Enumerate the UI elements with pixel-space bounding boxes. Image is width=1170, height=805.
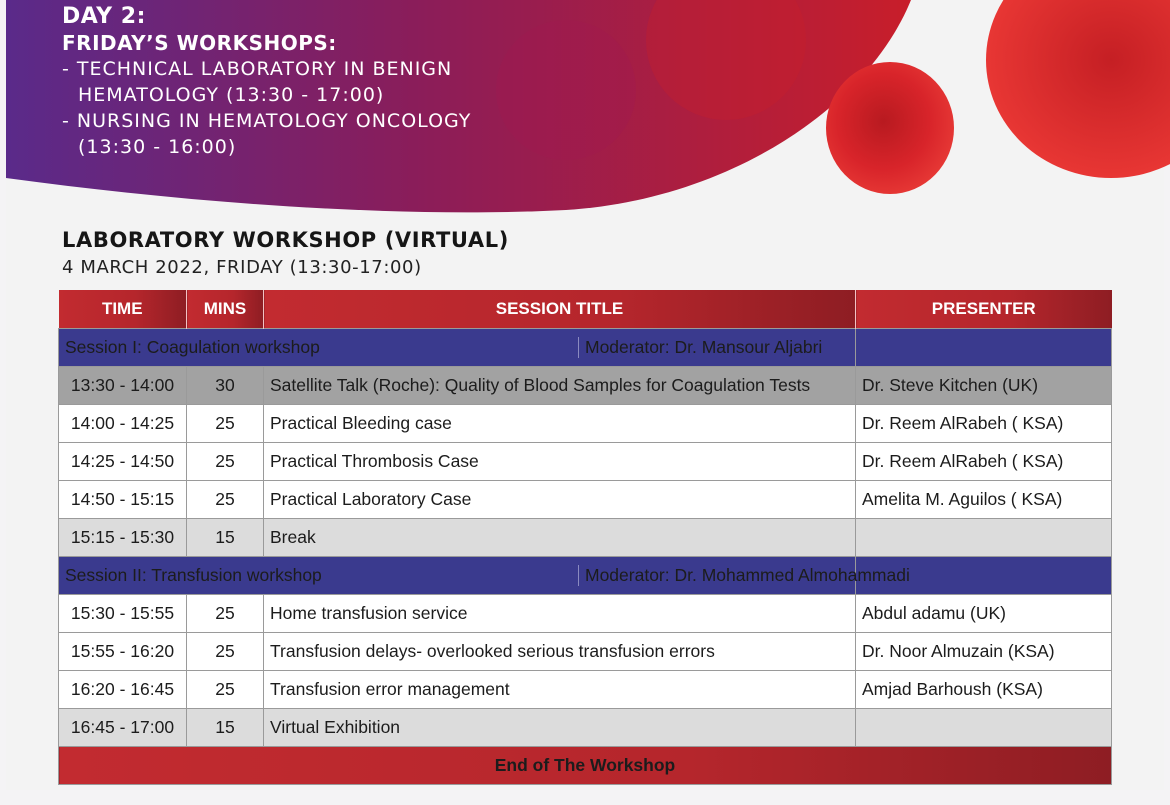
cell-time: 14:25 - 14:50 [59,443,187,481]
table-row [59,405,1112,443]
workshop-line: - NURSING IN HEMATOLOGY ONCOLOGY [62,110,472,132]
table-row [59,519,1112,557]
session-header-row [59,329,1112,367]
cell-presenter: Dr. Steve Kitchen (UK) [856,367,1112,405]
cell-time: 15:30 - 15:55 [59,595,187,633]
cell-mins: 25 [187,671,264,709]
session-header-row [59,557,1112,595]
table-row [59,367,1112,405]
cell-title: Virtual Exhibition [264,709,856,747]
end-of-workshop: End of The Workshop [59,747,1112,785]
cell-presenter: Amelita M. Aguilos ( KSA) [856,481,1112,519]
session-moderator: Moderator: Dr. Mansour Aljabri [585,337,823,357]
workshop-line: - TECHNICAL LABORATORY IN BENIGN [62,58,453,80]
cell-title: Transfusion error management [264,671,856,709]
workshop-date: 4 MARCH 2022, FRIDAY (13:30-17:00) [62,257,422,278]
table-row [59,443,1112,481]
cell-mins: 25 [187,443,264,481]
session-name [59,329,856,367]
cell-title: Satellite Talk (Roche): Quality of Blood Samples for Coagulation Tests [264,367,856,405]
cell-presenter: Amjad Barhoush (KSA) [856,671,1112,709]
session-name [59,557,910,595]
bg-blood-cell [496,20,636,160]
cell-time: 15:15 - 15:30 [59,519,187,557]
table-row [59,709,1112,747]
cell-title: Transfusion delays- overlooked serious transfusion errors [264,633,856,671]
day-heading: DAY 2: [62,4,146,29]
cell-title: Home transfusion service [264,595,856,633]
session-name-text: Session II: Transfusion workshop [65,565,579,586]
cell-presenter: Dr. Reem AlRabeh ( KSA) [856,443,1112,481]
blood-cell-medium [826,62,954,194]
workshop-line: (13:30 - 16:00) [78,136,237,158]
cell-title: Practical Thrombosis Case [264,443,856,481]
blood-cell-large [986,0,1170,178]
session-name-text: Session I: Coagulation workshop [65,337,579,358]
cell-mins: 15 [187,709,264,747]
workshops-heading: FRIDAY’S WORKSHOPS: [62,31,337,55]
session-header-blank [856,329,1112,367]
table-footer-row [59,747,1112,785]
table-row [59,671,1112,709]
session-moderator: Moderator: Dr. Mohammed Almohammadi [585,565,910,585]
workshop-line: HEMATOLOGY (13:30 - 17:00) [78,84,385,106]
cell-mins: 25 [187,481,264,519]
schedule-table [58,290,1112,785]
cell-time: 14:00 - 14:25 [59,405,187,443]
cell-title: Practical Bleeding case [264,405,856,443]
column-header-presenter: PRESENTER [856,290,1112,329]
table-header-row [59,290,1112,329]
cell-mins: 25 [187,405,264,443]
cell-presenter [856,709,1112,747]
table-row [59,595,1112,633]
column-header-time: TIME [59,290,187,329]
cell-time: 14:50 - 15:15 [59,481,187,519]
cell-mins: 25 [187,595,264,633]
cell-time: 13:30 - 14:00 [59,367,187,405]
cell-presenter: Abdul adamu (UK) [856,595,1112,633]
cell-mins: 30 [187,367,264,405]
cell-time: 15:55 - 16:20 [59,633,187,671]
brochure-page [6,0,1164,790]
table-row [59,481,1112,519]
workshop-title: LABORATORY WORKSHOP (VIRTUAL) [62,228,509,252]
cell-title: Practical Laboratory Case [264,481,856,519]
table-row [59,633,1112,671]
cell-mins: 25 [187,633,264,671]
cell-presenter: Dr. Noor Almuzain (KSA) [856,633,1112,671]
cell-title: Break [264,519,856,557]
hero-text [62,4,471,160]
cell-time: 16:45 - 17:00 [59,709,187,747]
cell-presenter [856,519,1112,557]
column-header-mins: MINS [187,290,264,329]
cell-mins: 15 [187,519,264,557]
cell-time: 16:20 - 16:45 [59,671,187,709]
column-header-session-title: SESSION TITLE [264,290,856,329]
cell-presenter: Dr. Reem AlRabeh ( KSA) [856,405,1112,443]
